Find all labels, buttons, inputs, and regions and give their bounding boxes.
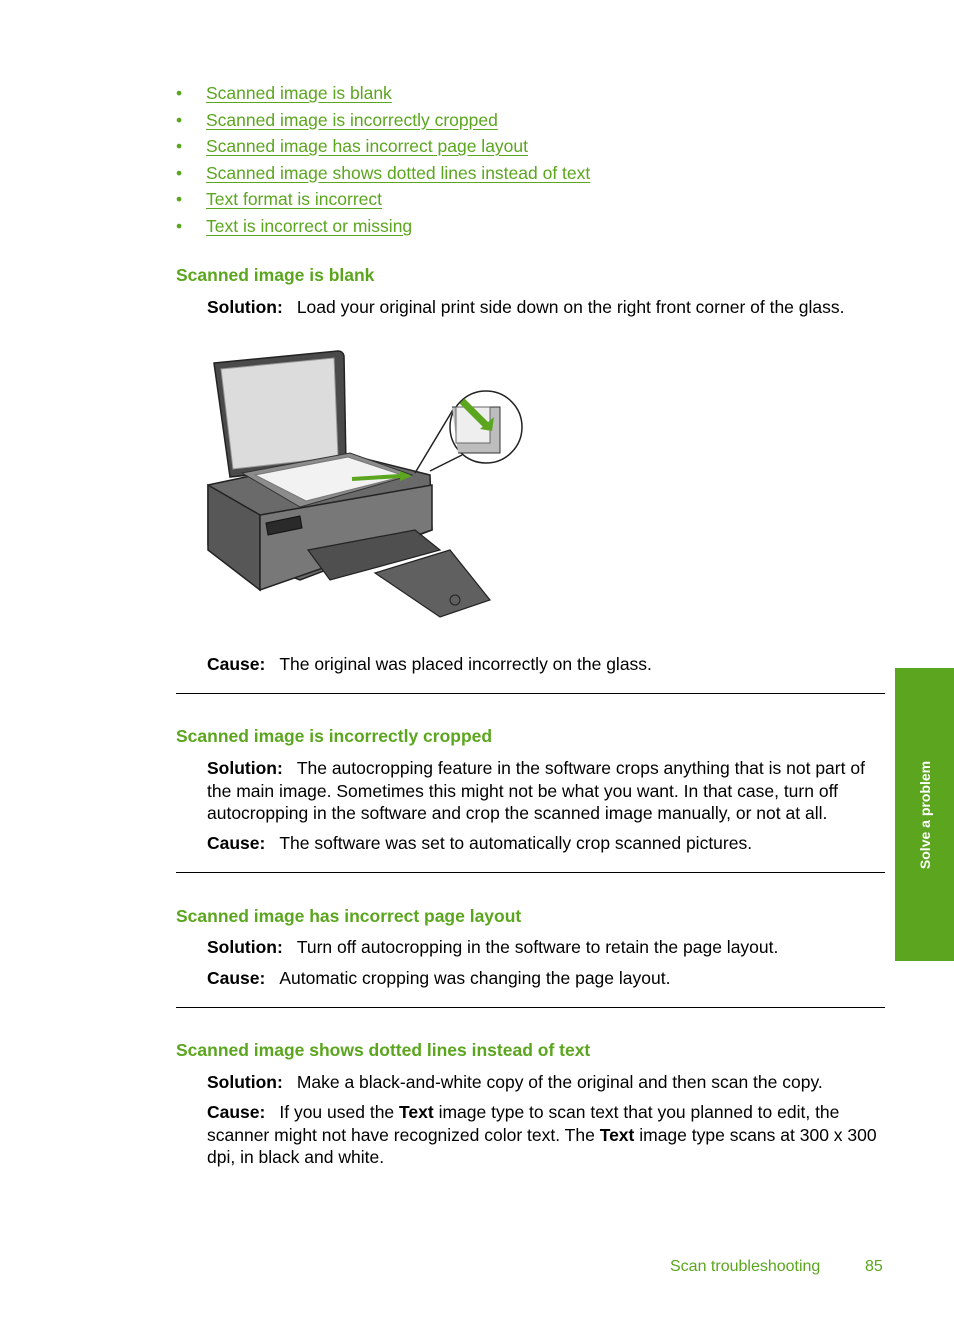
side-tab-label: Solve a problem [916,760,933,869]
toc-item [176,213,590,240]
solution-cropped [207,757,887,825]
solution-blank [207,296,887,319]
solution-text: Load your original print side down on the right front corner of the glass. [296,297,845,317]
cause-label: Cause: [207,1102,266,1122]
toc-link-layout[interactable]: Scanned image has incorrect page layout [206,136,529,156]
toc-item [176,160,590,187]
solution-text: The autocropping feature in the software crops anything that is not part of the main image. Sometimes this might not be what you want. In that case, turn off autocropping in the software and crop the scanned image manually, or not at all. [207,758,865,823]
solution-text: Make a black-and-white copy of the original and then scan the copy. [296,1072,823,1092]
solution-label: Solution: [207,758,283,778]
section-divider [176,693,885,694]
heading-cropped: Scanned image is incorrectly cropped [176,726,493,746]
solution-label: Solution: [207,937,283,957]
solution-text: Turn off autocropping in the software to retain the page layout. [296,937,779,957]
heading-dotted: Scanned image shows dotted lines instead of text [176,1040,591,1060]
side-tab [895,668,954,961]
footer-page-number: 85 [865,1258,883,1275]
solution-label: Solution: [207,1072,283,1092]
cause-bold-text-2: Text [599,1124,635,1145]
solution-layout [207,936,887,959]
solution-dotted [207,1071,887,1094]
toc-link-dotted[interactable]: Scanned image shows dotted lines instead of text [206,162,591,183]
bullet: • [176,189,183,209]
cause-text-2: image type to scan text that you planned to edit, the scanner might not have recognized color text. The [207,1102,840,1145]
solution-label: Solution: [207,297,283,317]
toc-item [176,133,590,160]
cause-bold-text-1: Text [399,1102,434,1122]
cause-text: The original was placed incorrectly on the glass. [279,654,652,674]
section-divider [176,1007,885,1008]
toc-link-blank[interactable]: Scanned image is blank [206,83,392,103]
bullet: • [176,83,183,103]
cause-text-1: If you used the [279,1102,400,1122]
bullet: • [176,162,183,183]
cause-label: Cause: [207,833,266,853]
scanner-illustration [200,345,530,625]
heading-layout: Scanned image has incorrect page layout [176,906,522,926]
toc-link-cropped[interactable]: Scanned image is incorrectly cropped [206,109,498,130]
topic-list [176,80,590,239]
cause-label: Cause: [207,654,266,674]
cause-text: Automatic cropping was changing the page layout. [279,968,671,988]
cause-dotted [207,1101,887,1169]
toc-link-missing[interactable]: Text is incorrect or missing [206,215,413,236]
cause-text-3: image type scans at 300 x 300 dpi, in black and white. [207,1124,877,1167]
cause-layout [207,967,887,990]
cause-label: Cause: [207,968,266,988]
toc-link-format[interactable]: Text format is incorrect [206,189,383,209]
section-divider [176,872,885,873]
heading-blank: Scanned image is blank [176,265,375,285]
bullet: • [176,215,183,236]
toc-item [176,186,590,213]
toc-item [176,80,590,107]
cause-blank [207,653,887,676]
toc-item [176,107,590,134]
cause-text: The software was set to automatically crop scanned pictures. [279,833,753,853]
footer-chapter-title: Scan troubleshooting [670,1258,821,1275]
bullet: • [176,109,183,130]
bullet: • [176,136,183,156]
cause-cropped [207,832,887,855]
